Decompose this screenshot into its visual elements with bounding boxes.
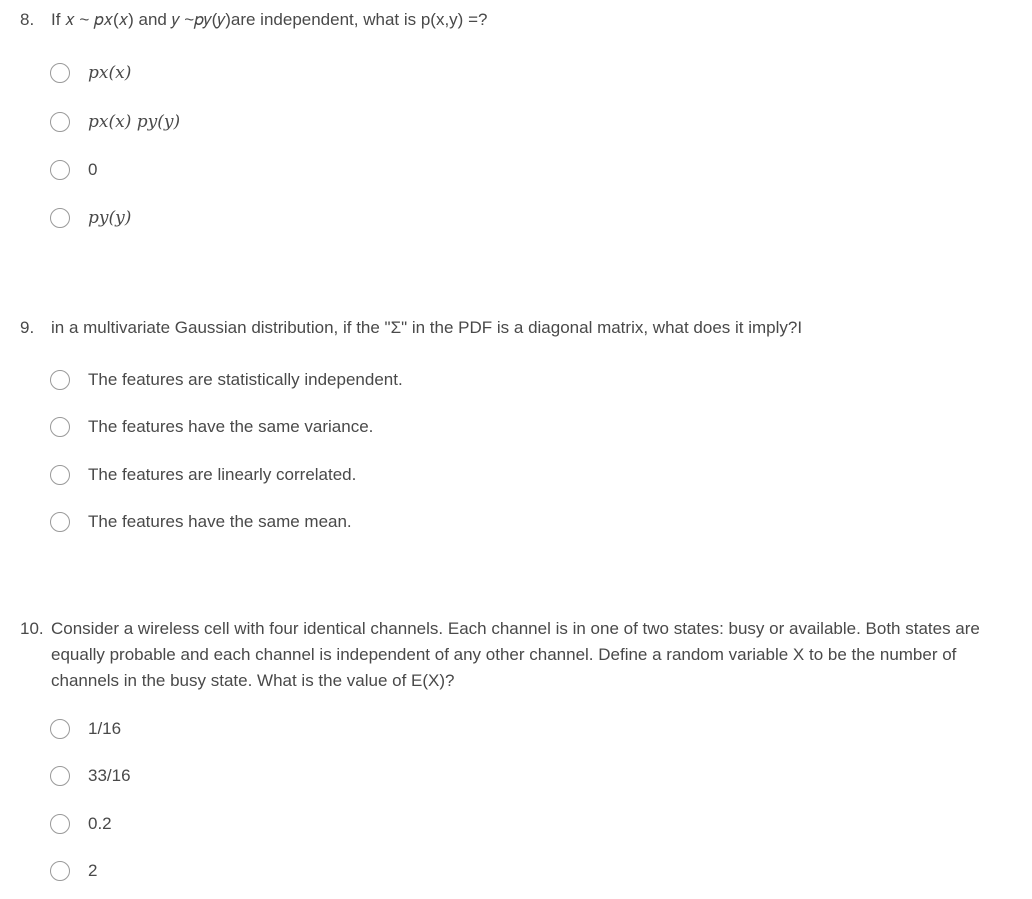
- question-number: 8.: [20, 10, 35, 29]
- question-number: 9.: [20, 318, 35, 337]
- radio-button[interactable]: [50, 861, 70, 881]
- option-label: 𝑝𝑦(𝑦): [88, 208, 132, 228]
- radio-button[interactable]: [50, 465, 70, 485]
- option-label: 0: [88, 160, 98, 179]
- option-33-16[interactable]: [50, 763, 131, 789]
- option-label: 1/16: [88, 719, 122, 738]
- option-label: The features are statistically independent.: [88, 370, 403, 389]
- question-prompt: If 𝑥 ~ 𝑝𝑥(𝑥) and 𝑦 ~𝑝𝑦(𝑦)are independent, what is p(x,y) =?: [51, 10, 488, 29]
- radio-button[interactable]: [50, 208, 70, 228]
- option-px-py[interactable]: [50, 109, 181, 135]
- radio-button[interactable]: [50, 160, 70, 180]
- radio-button[interactable]: [50, 719, 70, 739]
- radio-button[interactable]: [50, 112, 70, 132]
- option-px[interactable]: [50, 60, 132, 86]
- radio-button[interactable]: [50, 766, 70, 786]
- option-same-mean[interactable]: [50, 509, 352, 535]
- option-0-2[interactable]: [50, 811, 112, 837]
- option-label: The features are linearly correlated.: [88, 465, 357, 484]
- radio-button[interactable]: [50, 814, 70, 834]
- option-same-variance[interactable]: [50, 414, 374, 440]
- option-label: 33/16: [88, 766, 131, 785]
- question-prompt: in a multivariate Gaussian distribution, if the "Σ" in the PDF is a diagonal matrix, what does it imply?I: [51, 318, 803, 337]
- radio-button[interactable]: [50, 370, 70, 390]
- option-label: 𝑝𝑥(𝑥) 𝑝𝑦(𝑦): [88, 112, 181, 132]
- option-label: 0.2: [88, 814, 112, 833]
- radio-button[interactable]: [50, 512, 70, 532]
- option-label: 2: [88, 861, 98, 880]
- question-prompt: Consider a wireless cell with four identical channels. Each channel is in one of two states: busy or available. Both states are equally probable and each channel is independent of any other channel. Define a random variable X to be the number of channels in the busy state. What is the value of E(X)?: [51, 619, 980, 690]
- option-statistically-independent[interactable]: [50, 367, 403, 393]
- option-py[interactable]: [50, 205, 132, 231]
- option-1-16[interactable]: [50, 716, 122, 742]
- radio-button[interactable]: [50, 417, 70, 437]
- option-zero[interactable]: [50, 157, 98, 183]
- option-2[interactable]: [50, 858, 98, 884]
- question-number: 10.: [20, 619, 44, 638]
- option-label: The features have the same variance.: [88, 417, 374, 436]
- option-label: 𝑝𝑥(𝑥): [88, 63, 132, 83]
- option-label: The features have the same mean.: [88, 512, 352, 531]
- radio-button[interactable]: [50, 63, 70, 83]
- option-linearly-correlated[interactable]: [50, 462, 357, 488]
